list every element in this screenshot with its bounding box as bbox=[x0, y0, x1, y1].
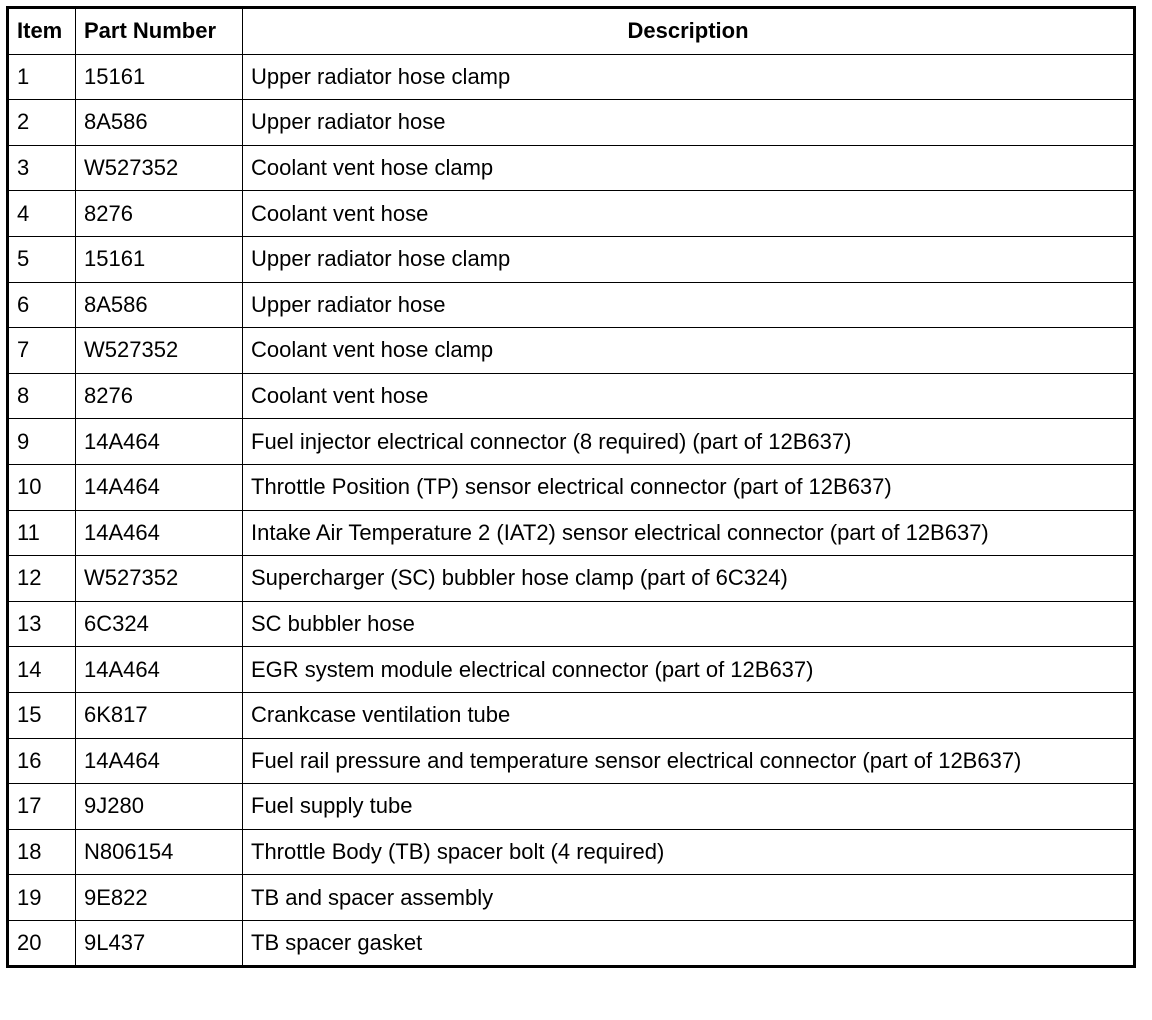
item-cell: 15 bbox=[8, 692, 76, 738]
description-cell: Coolant vent hose clamp bbox=[243, 145, 1135, 191]
item-cell: 2 bbox=[8, 100, 76, 146]
description-cell: Throttle Position (TP) sensor electrical connector (part of 12B637) bbox=[243, 464, 1135, 510]
table-row bbox=[8, 920, 1135, 967]
item-cell: 1 bbox=[8, 54, 76, 100]
part-number-cell: 8276 bbox=[76, 373, 243, 419]
header-row bbox=[8, 8, 1135, 55]
description-cell: Fuel supply tube bbox=[243, 784, 1135, 830]
description-cell: TB spacer gasket bbox=[243, 920, 1135, 967]
description-cell: Coolant vent hose bbox=[243, 373, 1135, 419]
description-cell: Supercharger (SC) bubbler hose clamp (part of 6C324) bbox=[243, 556, 1135, 602]
part-number-cell: 9J280 bbox=[76, 784, 243, 830]
description-cell: TB and spacer assembly bbox=[243, 875, 1135, 921]
table-body bbox=[8, 54, 1135, 967]
item-cell: 9 bbox=[8, 419, 76, 465]
item-cell: 18 bbox=[8, 829, 76, 875]
item-cell: 4 bbox=[8, 191, 76, 237]
table-row bbox=[8, 236, 1135, 282]
item-cell: 20 bbox=[8, 920, 76, 967]
item-cell: 6 bbox=[8, 282, 76, 328]
table-row bbox=[8, 510, 1135, 556]
description-cell: Upper radiator hose bbox=[243, 100, 1135, 146]
header-description: Description bbox=[243, 8, 1135, 55]
item-cell: 19 bbox=[8, 875, 76, 921]
table-row bbox=[8, 191, 1135, 237]
table-row bbox=[8, 145, 1135, 191]
description-cell: Fuel rail pressure and temperature sensor electrical connector (part of 12B637) bbox=[243, 738, 1135, 784]
description-cell: Fuel injector electrical connector (8 required) (part of 12B637) bbox=[243, 419, 1135, 465]
parts-table bbox=[6, 6, 1136, 968]
item-cell: 3 bbox=[8, 145, 76, 191]
item-cell: 10 bbox=[8, 464, 76, 510]
part-number-cell: N806154 bbox=[76, 829, 243, 875]
part-number-cell: 6C324 bbox=[76, 601, 243, 647]
table-row bbox=[8, 829, 1135, 875]
part-number-cell: 8A586 bbox=[76, 282, 243, 328]
table-row bbox=[8, 464, 1135, 510]
header-part-number: Part Number bbox=[76, 8, 243, 55]
part-number-cell: 14A464 bbox=[76, 647, 243, 693]
table-row bbox=[8, 738, 1135, 784]
item-cell: 11 bbox=[8, 510, 76, 556]
part-number-cell: 14A464 bbox=[76, 419, 243, 465]
item-cell: 12 bbox=[8, 556, 76, 602]
description-cell: Coolant vent hose bbox=[243, 191, 1135, 237]
description-cell: Coolant vent hose clamp bbox=[243, 328, 1135, 374]
description-cell: Upper radiator hose bbox=[243, 282, 1135, 328]
part-number-cell: 6K817 bbox=[76, 692, 243, 738]
part-number-cell: W527352 bbox=[76, 556, 243, 602]
table-row bbox=[8, 601, 1135, 647]
table-row bbox=[8, 54, 1135, 100]
description-cell: Throttle Body (TB) spacer bolt (4 required) bbox=[243, 829, 1135, 875]
part-number-cell: W527352 bbox=[76, 145, 243, 191]
part-number-cell: 14A464 bbox=[76, 510, 243, 556]
part-number-cell: 9E822 bbox=[76, 875, 243, 921]
description-cell: Upper radiator hose clamp bbox=[243, 54, 1135, 100]
header-item: Item bbox=[8, 8, 76, 55]
table-row bbox=[8, 556, 1135, 602]
description-cell: Upper radiator hose clamp bbox=[243, 236, 1135, 282]
table-row bbox=[8, 282, 1135, 328]
description-cell: Intake Air Temperature 2 (IAT2) sensor electrical connector (part of 12B637) bbox=[243, 510, 1135, 556]
description-cell: EGR system module electrical connector (part of 12B637) bbox=[243, 647, 1135, 693]
item-cell: 17 bbox=[8, 784, 76, 830]
part-number-cell: 8276 bbox=[76, 191, 243, 237]
table-row bbox=[8, 100, 1135, 146]
part-number-cell: 14A464 bbox=[76, 738, 243, 784]
table-row bbox=[8, 419, 1135, 465]
table-row bbox=[8, 373, 1135, 419]
table-row bbox=[8, 647, 1135, 693]
item-cell: 8 bbox=[8, 373, 76, 419]
part-number-cell: 15161 bbox=[76, 236, 243, 282]
part-number-cell: 14A464 bbox=[76, 464, 243, 510]
part-number-cell: 15161 bbox=[76, 54, 243, 100]
table-row bbox=[8, 784, 1135, 830]
item-cell: 7 bbox=[8, 328, 76, 374]
part-number-cell: W527352 bbox=[76, 328, 243, 374]
part-number-cell: 9L437 bbox=[76, 920, 243, 967]
table-row bbox=[8, 692, 1135, 738]
item-cell: 5 bbox=[8, 236, 76, 282]
table-row bbox=[8, 875, 1135, 921]
description-cell: Crankcase ventilation tube bbox=[243, 692, 1135, 738]
table-row bbox=[8, 328, 1135, 374]
item-cell: 16 bbox=[8, 738, 76, 784]
description-cell: SC bubbler hose bbox=[243, 601, 1135, 647]
item-cell: 13 bbox=[8, 601, 76, 647]
part-number-cell: 8A586 bbox=[76, 100, 243, 146]
item-cell: 14 bbox=[8, 647, 76, 693]
